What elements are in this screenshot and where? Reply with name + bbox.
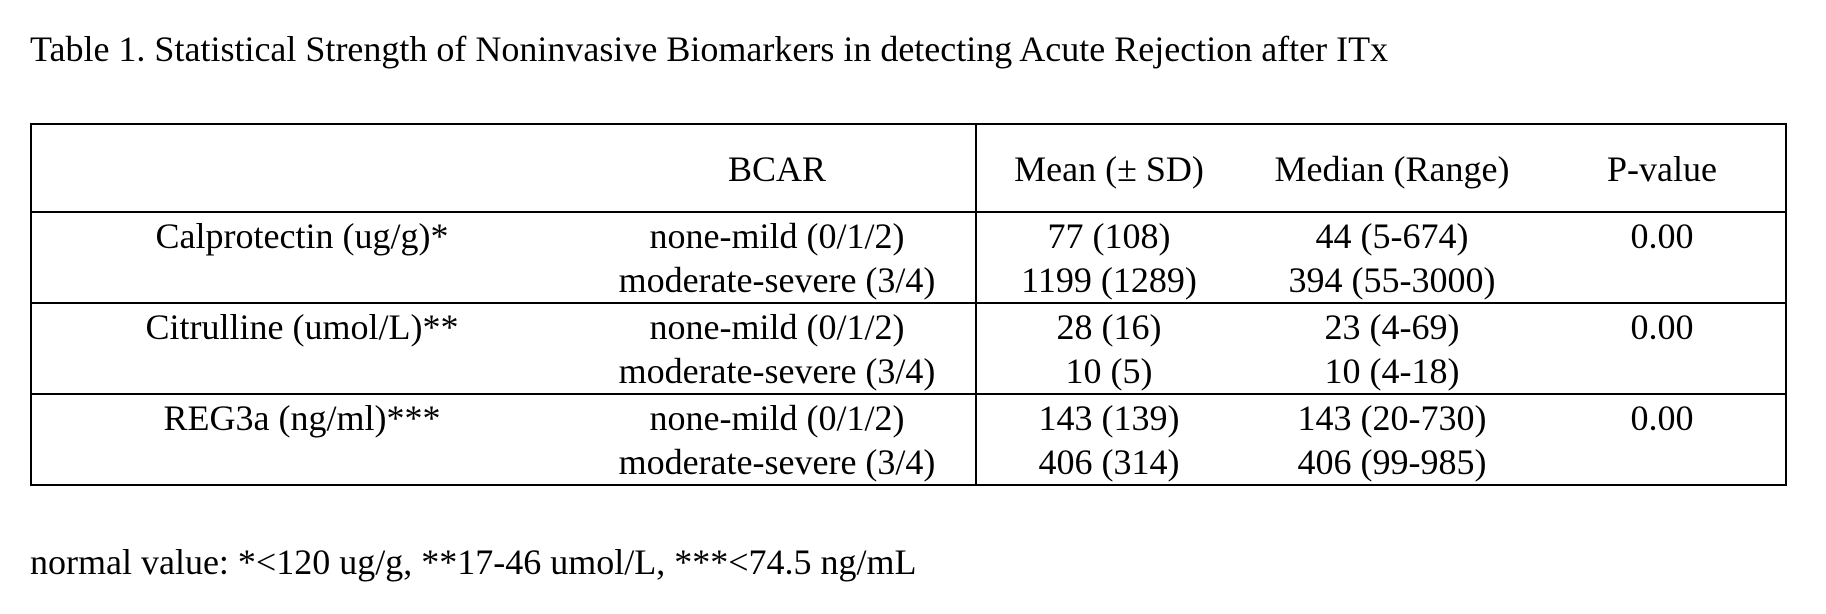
median-none-mild: 23 (4-69) xyxy=(1324,307,1460,347)
header-pvalue: P-value xyxy=(1607,149,1717,189)
grade-none-mild: none-mild (0/1/2) xyxy=(649,216,905,256)
table-footnote: normal value: *<120 ug/g, **17-46 umol/L, ***<74.5 ng/mL xyxy=(30,542,917,582)
biomarker-table xyxy=(30,123,1787,486)
bcar-grades xyxy=(522,396,1032,484)
grade-moderate-severe: moderate-severe (3/4) xyxy=(618,442,936,482)
table-caption: Table 1. Statistical Strength of Noninvasive Biomarkers in detecting Acute Rejection after ITx xyxy=(30,29,1389,69)
median-moderate-severe: 406 (99-985) xyxy=(1297,442,1487,482)
median-moderate-severe: 394 (55-3000) xyxy=(1288,260,1496,300)
table-header-row xyxy=(32,125,1785,213)
bcar-grades xyxy=(522,305,1032,393)
median-values xyxy=(1242,214,1542,302)
table-row-citrulline xyxy=(32,304,1785,395)
mean-values xyxy=(975,214,1243,302)
grade-moderate-severe: moderate-severe (3/4) xyxy=(618,351,936,391)
mean-values xyxy=(975,305,1243,393)
table-row-calprotectin xyxy=(32,213,1785,304)
median-moderate-severe: 10 (4-18) xyxy=(1324,351,1460,391)
header-bcar: BCAR xyxy=(727,149,827,189)
marker-name: Calprotectin (ug/g)* xyxy=(155,216,449,256)
median-none-mild: 44 (5-674) xyxy=(1315,216,1469,256)
marker-name: Citrulline (umol/L)** xyxy=(145,307,459,347)
mean-moderate-severe: 406 (314) xyxy=(1038,442,1180,482)
mean-moderate-severe: 10 (5) xyxy=(1065,351,1153,391)
mean-none-mild: 143 (139) xyxy=(1038,398,1180,438)
table-row-reg3a xyxy=(32,395,1785,486)
median-values xyxy=(1242,396,1542,484)
bcar-grades xyxy=(522,214,1032,302)
p-value: 0.00 xyxy=(1630,398,1694,438)
p-value: 0.00 xyxy=(1630,307,1694,347)
median-none-mild: 143 (20-730) xyxy=(1297,398,1487,438)
header-mean: Mean (± SD) xyxy=(1014,149,1204,189)
median-values xyxy=(1242,305,1542,393)
header-median: Median (Range) xyxy=(1274,149,1510,189)
grade-none-mild: none-mild (0/1/2) xyxy=(649,307,905,347)
grade-moderate-severe: moderate-severe (3/4) xyxy=(618,260,936,300)
p-value: 0.00 xyxy=(1630,216,1694,256)
marker-name: REG3a (ng/ml)*** xyxy=(163,398,441,438)
mean-values xyxy=(975,396,1243,484)
mean-moderate-severe: 1199 (1289) xyxy=(1021,260,1197,300)
grade-none-mild: none-mild (0/1/2) xyxy=(649,398,905,438)
mean-none-mild: 77 (108) xyxy=(1047,216,1171,256)
mean-none-mild: 28 (16) xyxy=(1056,307,1162,347)
